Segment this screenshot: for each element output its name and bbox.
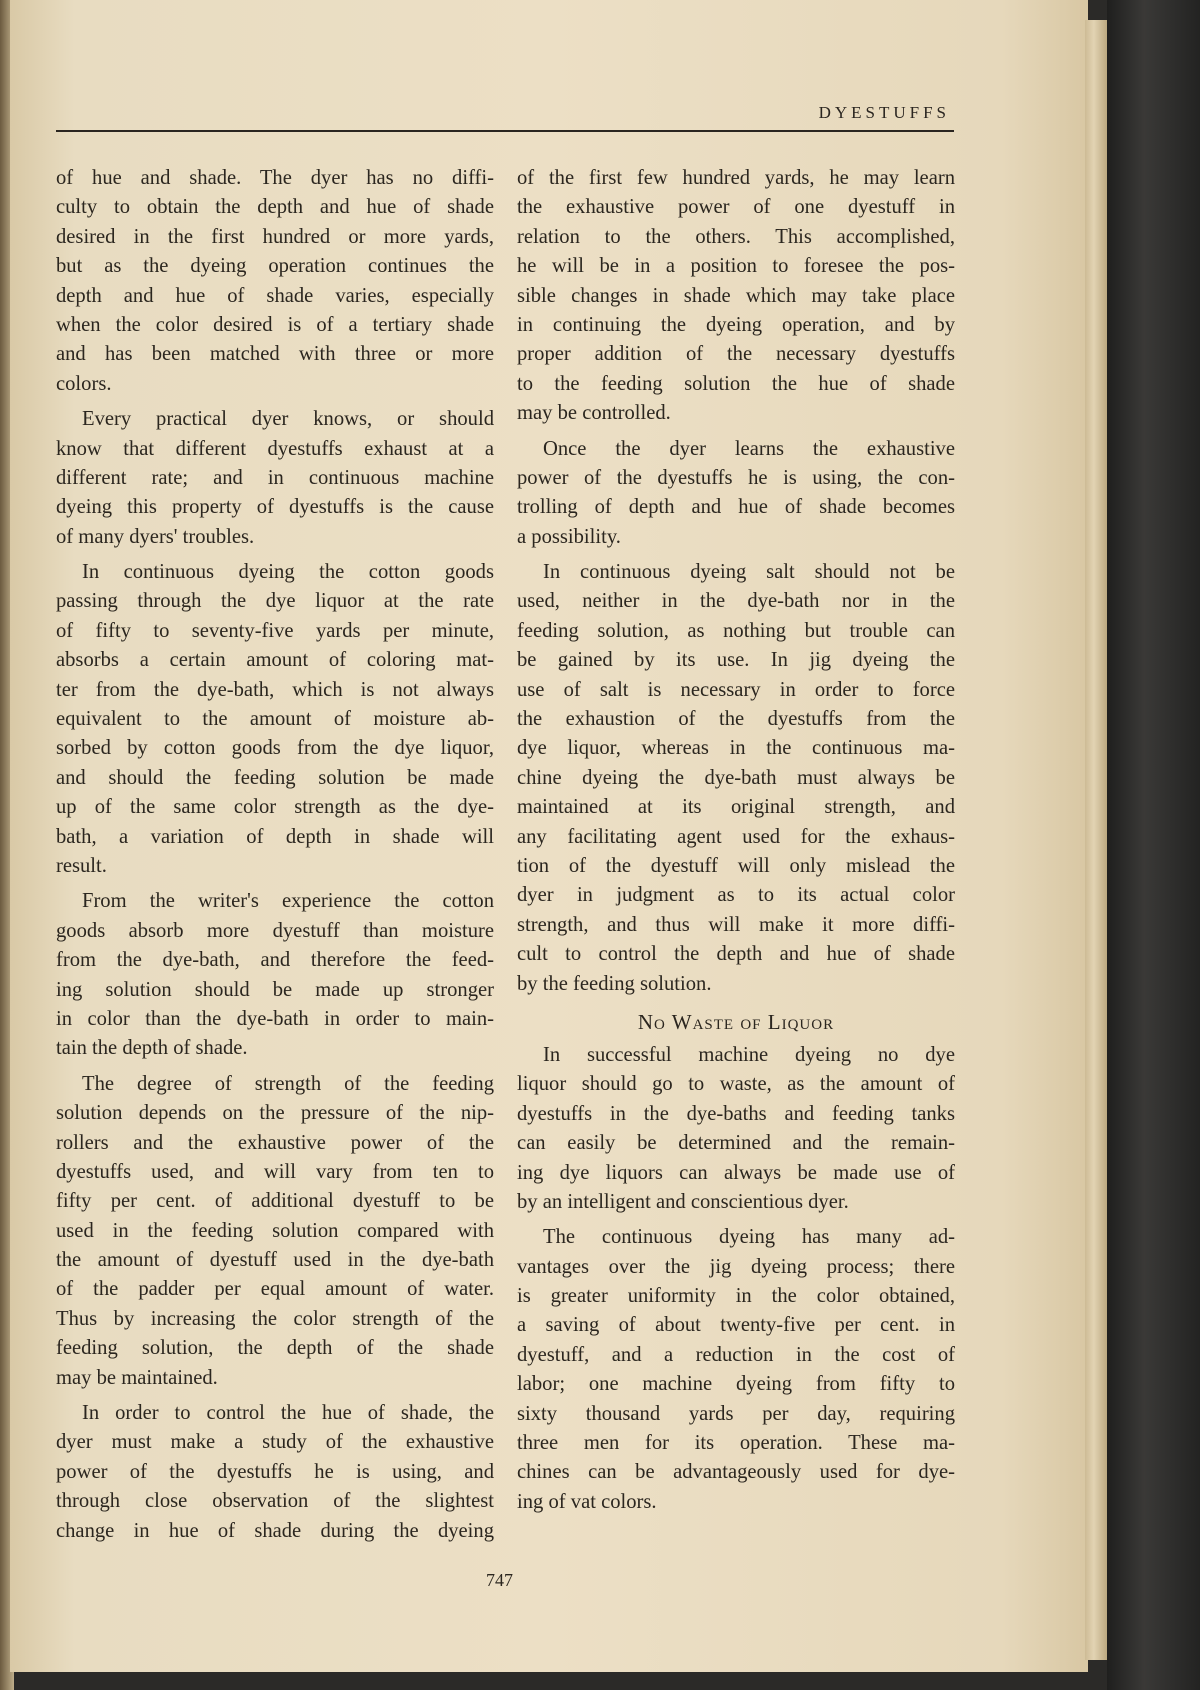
- text-line: sixty thousand yards per day, requiring: [517, 1402, 955, 1425]
- text-line: a saving of about twenty-five per cent. in: [517, 1314, 955, 1337]
- paragraph: [56, 887, 494, 1063]
- text-line: vantages over the jig dyeing process; there: [517, 1255, 955, 1278]
- text-line: use of salt is necessary in order to force: [517, 678, 955, 701]
- text-line: labor; one machine dyeing from fifty to: [517, 1373, 955, 1396]
- text-line: goods absorb more dyestuff than moisture: [56, 919, 494, 942]
- paragraph: [517, 1223, 955, 1517]
- text-line: feeding solution, the depth of the shade: [56, 1337, 494, 1360]
- text-line: used in the feeding solution compared with: [56, 1219, 494, 1242]
- text-line: dyestuffs used, and will vary from ten to: [56, 1160, 494, 1183]
- text-line: three men for its operation. These ma-: [517, 1432, 955, 1455]
- paragraph: [56, 405, 494, 552]
- text-line: feeding solution, as nothing but trouble can: [517, 619, 955, 642]
- text-line: change in hue of shade during the dyeing: [56, 1519, 494, 1542]
- text-line: up of the same color strength as the dye-: [56, 796, 494, 819]
- text-line: of the padder per equal amount of water.: [56, 1278, 494, 1301]
- text-line: result.: [56, 854, 107, 877]
- text-line: proper addition of the necessary dyestuffs: [517, 343, 955, 366]
- text-line: in continuing the dyeing operation, and by: [517, 313, 955, 336]
- text-line: is greater uniformity in the color obtained,: [517, 1285, 955, 1308]
- text-line: used, neither in the dye-bath nor in the: [517, 590, 955, 613]
- paragraph: [517, 1041, 955, 1217]
- text-line: and should the feeding solution be made: [56, 766, 494, 789]
- paragraph: [517, 164, 955, 429]
- text-line: Every practical dyer knows, or should: [82, 408, 494, 431]
- text-line: chines can be advantageously used for dye-: [517, 1461, 955, 1484]
- text-line: may be controlled.: [517, 402, 671, 425]
- text-line: In order to control the hue of shade, the: [82, 1402, 494, 1425]
- text-line: ing solution should be made up stronger: [56, 978, 494, 1001]
- text-line: In continuous dyeing the cotton goods: [82, 561, 494, 584]
- running-head: DYESTUFFS: [818, 103, 950, 122]
- text-line: dyestuff, and a reduction in the cost of: [517, 1343, 955, 1366]
- text-line: but as the dyeing operation continues the: [56, 255, 494, 278]
- text-line: by the feeding solution.: [517, 972, 712, 995]
- text-line: when the color desired is of a tertiary shade: [56, 313, 494, 336]
- text-line: dyer in judgment as to its actual color: [517, 884, 955, 907]
- text-line: of fifty to seventy-five yards per minute,: [56, 619, 494, 642]
- text-line: by an intelligent and conscientious dyer.: [517, 1190, 849, 1213]
- text-line: sible changes in shade which may take place: [517, 284, 955, 307]
- text-line: in color than the dye-bath in order to main-: [56, 1007, 494, 1030]
- text-line: be gained by its use. In jig dyeing the: [517, 649, 955, 672]
- text-line: solution depends on the pressure of the nip-: [56, 1102, 494, 1125]
- text-line: The degree of strength of the feeding: [82, 1072, 494, 1095]
- text-line: absorbs a certain amount of coloring mat-: [56, 649, 494, 672]
- text-line: From the writer's experience the cotton: [82, 890, 494, 913]
- text-line: power of the dyestuffs he is using, the con-: [517, 466, 955, 489]
- text-line: and has been matched with three or more: [56, 343, 494, 366]
- text-line: to the feeding solution the hue of shade: [517, 372, 955, 395]
- paragraph: [56, 1399, 494, 1546]
- paragraph: [56, 558, 494, 881]
- page-stack-edge: [1085, 20, 1107, 1660]
- text-line: colors.: [56, 372, 112, 395]
- text-line: fifty per cent. of additional dyestuff to be: [56, 1190, 494, 1213]
- text-line: ing of vat colors.: [517, 1490, 657, 1513]
- text-line: rollers and the exhaustive power of the: [56, 1131, 494, 1154]
- text-line: trolling of depth and hue of shade becomes: [517, 496, 955, 519]
- text-line: different rate; and in continuous machine: [56, 466, 494, 489]
- text-line: equivalent to the amount of moisture ab-: [56, 708, 494, 731]
- text-line: of hue and shade. The dyer has no diffi-: [56, 167, 494, 189]
- paragraph: [56, 164, 494, 399]
- text-line: through close observation of the slightest: [56, 1490, 494, 1513]
- paragraph: [517, 435, 955, 553]
- text-line: dyer must make a study of the exhaustive: [56, 1431, 494, 1454]
- page-number: 747: [486, 1570, 513, 1590]
- text-line: liquor should go to waste, as the amount of: [517, 1073, 955, 1096]
- text-line: the exhaustion of the dyestuffs from the: [517, 708, 955, 731]
- text-line: desired in the first hundred or more yards,: [56, 225, 494, 248]
- text-line: the exhaustive power of one dyestuff in: [517, 196, 955, 219]
- text-line: of many dyers' troubles.: [56, 525, 255, 548]
- paragraph: [517, 558, 955, 999]
- text-line: from the dye-bath, and therefore the feed-: [56, 949, 494, 972]
- text-line: ing dye liquors can always be made use of: [517, 1161, 955, 1184]
- text-line: chine dyeing the dye-bath must always be: [517, 766, 955, 789]
- text-line: dyeing this property of dyestuffs is the cause: [56, 496, 494, 519]
- text-line: he will be in a position to foresee the pos-: [517, 255, 955, 278]
- text-line: Once the dyer learns the exhaustive: [543, 437, 955, 460]
- book-cover-binding: [1107, 0, 1200, 1690]
- text-line: power of the dyestuffs he is using, and: [56, 1460, 494, 1483]
- text-line: relation to the others. This accomplished,: [517, 225, 955, 248]
- text-line: any facilitating agent used for the exhaus-: [517, 825, 955, 848]
- text-line: culty to obtain the depth and hue of shade: [56, 196, 494, 219]
- paragraph: [56, 1070, 494, 1393]
- text-line: dyestuffs in the dye-baths and feeding tanks: [517, 1102, 955, 1125]
- text-line: tion of the dyestuff will only mislead the: [517, 854, 955, 877]
- text-line: dye liquor, whereas in the continuous ma-: [517, 737, 955, 760]
- text-line: Thus by increasing the color strength of the: [56, 1307, 494, 1330]
- left-column: [56, 164, 494, 1552]
- text-line: the amount of dyestuff used in the dye-bath: [56, 1249, 494, 1272]
- text-line: cult to control the depth and hue of shade: [517, 943, 955, 966]
- section-heading: No Waste of Liquor: [637, 1009, 835, 1034]
- text-line: passing through the dye liquor at the rate: [56, 590, 494, 613]
- text-line: bath, a variation of depth in shade will: [56, 825, 494, 848]
- text-line: depth and hue of shade varies, especially: [56, 284, 494, 307]
- header-rule: [56, 130, 954, 132]
- text-line: In continuous dyeing salt should not be: [543, 561, 955, 584]
- text-line: maintained at its original strength, and: [517, 796, 955, 819]
- text-line: sorbed by cotton goods from the dye liquor,: [56, 737, 494, 760]
- right-column: [517, 164, 955, 1523]
- text-line: tain the depth of shade.: [56, 1037, 248, 1060]
- text-line: strength, and thus will make it more diffi-: [517, 913, 955, 936]
- text-line: ter from the dye-bath, which is not always: [56, 678, 494, 701]
- text-line: The continuous dyeing has many ad-: [543, 1226, 955, 1249]
- text-line: can easily be determined and the remain-: [517, 1132, 955, 1155]
- text-line: may be maintained.: [56, 1366, 218, 1389]
- text-line: of the first few hundred yards, he may learn: [517, 167, 955, 189]
- text-line: a possibility.: [517, 525, 621, 548]
- text-line: know that different dyestuffs exhaust at a: [56, 437, 494, 460]
- text-line: In successful machine dyeing no dye: [543, 1043, 955, 1066]
